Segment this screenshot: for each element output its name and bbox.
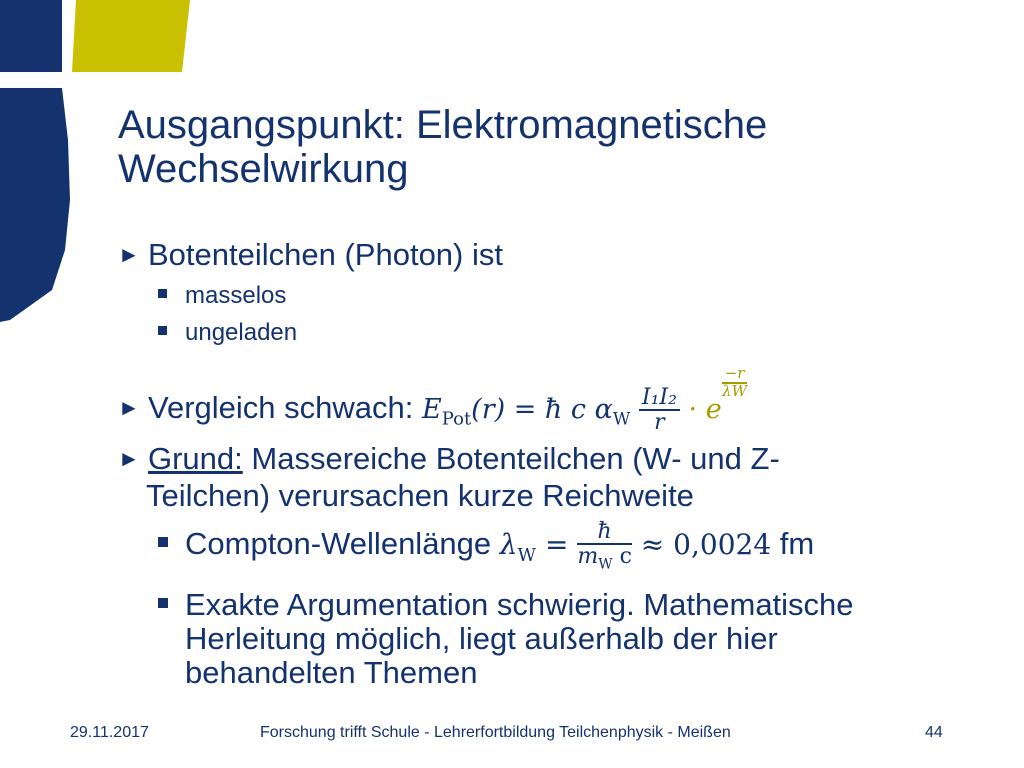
compton-lambda-sub: W [517,545,537,567]
formula-exp-base: e [705,393,722,425]
bullet-arrow-icon: ► [118,242,140,267]
logo-gold-block [72,0,190,72]
bullet-text-line2: Teilchen) verursachen kurze Reichweite [146,478,694,513]
bullet-botenteilchen [118,237,503,273]
compton-lambda: λ [499,528,518,561]
compton-numerator: ħ [577,520,632,545]
bullet-text: Vergleich schwach: [148,389,414,425]
title-line-1: Ausgangspunkt: Elektromagnetische [118,103,768,147]
logo-navy-top-block [0,0,62,72]
fraction-denominator: r [654,410,665,436]
formula-fraction [639,386,680,434]
sub-bullet-ungeladen [158,318,297,348]
bullet-text: Massereiche Botenteilchen (W- und Z- [242,441,780,476]
compton-equals: = [536,528,578,561]
bullet-grund [118,440,858,514]
logo-navy-curve [0,88,70,322]
footer-date: 29.11.2017 [70,724,149,741]
square-bullet-icon [158,326,167,335]
sub-bullet-text: ungeladen [185,319,298,346]
bullet-arrow-icon: ► [118,394,140,420]
exakte-line2: Herleitung möglich, liegt außerhalb der hier [185,621,778,656]
title-line-2: Wechselwirkung [118,147,409,191]
formula-arg: (r) = ħ c α [471,393,613,425]
sub-bullet-text: masselos [185,282,287,309]
sub-bullet-compton [158,512,814,588]
compton-den-c: c [612,543,632,569]
grund-underlined: Grund: [148,441,243,476]
bullet-arrow-icon: ► [118,446,140,471]
formula-exponent [722,366,748,400]
compton-fraction [577,520,632,572]
formula-alpha-sub: W [612,409,631,430]
square-bullet-icon [158,537,168,547]
bullet-text: Botenteilchen (Photon) ist [148,237,503,272]
compton-approx-value: ≈ 0,0024 [631,528,772,561]
bullet-vergleich [118,366,747,451]
exponent-numerator: −r [722,366,748,384]
square-bullet-icon [158,598,168,608]
footer-page-number: 44 [925,724,943,741]
exponent-denominator: λW [722,381,748,400]
compton-den-sub: W [598,556,613,573]
compton-den-m: m [577,543,599,569]
exakte-line1: Exakte Argumentation schwierig. Mathematische [185,587,854,622]
footer-title: Forschung trifft Schule - Lehrerfortbildung Teilchenphysik - Meißen [260,724,731,741]
sub-bullet-masselos [158,281,286,311]
compton-prefix: Compton-Wellenlänge [185,526,500,561]
compton-denominator [577,545,632,572]
exakte-line3: behandelten Themen [185,655,478,690]
formula-e: E [422,393,442,425]
fraction-numerator: I₁I₂ [639,386,680,411]
formula-e-sub: Pot [441,408,472,430]
slide-title [118,103,938,191]
formula-dot: · [688,393,698,425]
square-bullet-icon [158,289,167,298]
compton-unit: fm [771,526,815,561]
sub-bullet-exakte [158,588,854,690]
